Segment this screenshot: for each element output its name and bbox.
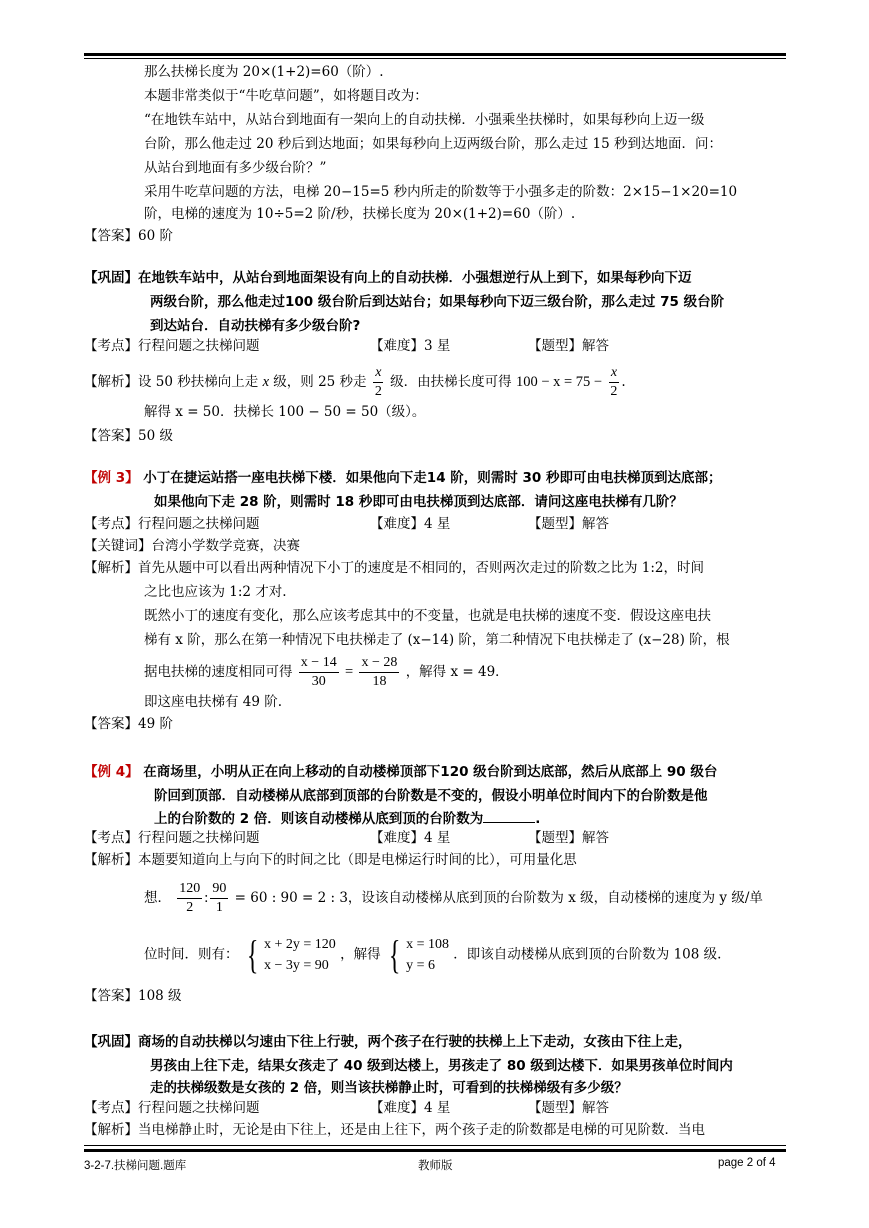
difficulty-value: 4 星 xyxy=(424,516,451,532)
question-text: 在商场里，小明从正在向上移动的自动楼梯顶部下120 级台阶到达底部，然后从底部上 90 级台 xyxy=(143,764,718,780)
equation: 100 − x = 75 − xyxy=(515,374,603,390)
example-question-line xyxy=(84,468,721,488)
footer-edition: 教师版 xyxy=(418,1160,453,1172)
kaodian-label: 【考点】 xyxy=(84,830,138,846)
meta-row xyxy=(84,336,260,356)
type-label: 【题型】 xyxy=(528,830,582,846)
question-text: 在地铁车站中，从站台到地面架设有向上的自动扶梯．小强想逆行从上到下，如果每秒向下迈 xyxy=(138,270,692,286)
meta-row xyxy=(84,828,260,848)
difficulty-label: 【难度】 xyxy=(370,516,424,532)
analysis-text: 级．由扶梯长度可得 xyxy=(390,374,512,390)
analysis-label: 【解析】 xyxy=(84,560,138,576)
analysis-text: = 60 : 90 = 2 : 3，设该自动楼梯从底到顶的台阶数为 x 级，自动楼梯的速度为 y 级/单 xyxy=(234,890,763,906)
answer-row xyxy=(84,426,173,446)
fraction: $\frac{x}{2}$ xyxy=(610,365,618,399)
footer-doc-name: 3-2-7.扶梯问题.题库 xyxy=(84,1160,187,1172)
analysis-text: 既然小丁的速度有变化，那么应该考虑其中的不变量，也就是电扶梯的速度不变．假设这座电扶 xyxy=(144,608,711,624)
question-text: 商场的自动扶梯以匀速由下往上行驶，两个孩子在行驶的扶梯上上下走动，女孩由下往上走， xyxy=(138,1034,692,1050)
difficulty-value: 4 星 xyxy=(424,830,451,846)
consolidate-label: 【巩固】 xyxy=(84,1034,138,1050)
analysis-equation-line: 想． $\frac{120}{2}$ : $\frac{90}{1}$ = 60 : 90 = 2 : 3，设该自动楼梯从底到顶的台阶数为 x 级，自动楼梯的速度为 y 级/单 xyxy=(144,881,763,915)
footer-page-number: page 2 of 4 xyxy=(718,1157,776,1169)
keyword-row xyxy=(84,536,300,556)
type-value: 解答 xyxy=(582,338,609,354)
analysis-text: 想． xyxy=(144,890,171,906)
fraction: $\frac{x}{2}$ xyxy=(374,365,382,399)
equation-system: { x = 108 y = 6 xyxy=(388,932,449,977)
fraction: $\frac{90}{1}$ xyxy=(212,881,227,915)
answer-text: 50 级 xyxy=(138,428,173,444)
difficulty-value: 3 星 xyxy=(424,338,451,354)
analysis-text: 解得 x = 50．扶梯长 100 − 50 = 50（级）。 xyxy=(144,404,426,420)
example-question-line xyxy=(84,762,717,782)
meta-row xyxy=(84,514,260,534)
difficulty xyxy=(370,1098,450,1118)
keyword-label: 【关键词】 xyxy=(84,538,152,554)
consolidate-question-line xyxy=(84,268,692,288)
question-text: 走的扶梯级数是女孩的 2 倍，则当该扶梯静止时，可看到的扶梯梯级有多少级？ xyxy=(150,1080,628,1096)
answer-text: 49 阶 xyxy=(138,716,173,732)
analysis-text: 梯有 x 阶，那么在第一种情况下电扶梯走了 (x−14) 阶，第二种情况下电扶梯走了 (x−28) 阶，根 xyxy=(144,632,730,648)
topic-text: 行程问题之扶梯问题 xyxy=(138,338,260,354)
consolidate-label: 【巩固】 xyxy=(84,270,138,286)
analysis-label: 【解析】 xyxy=(84,852,138,868)
kaodian-label: 【考点】 xyxy=(84,338,138,354)
type-value: 解答 xyxy=(582,830,609,846)
question-type xyxy=(528,828,609,848)
intro-line: 阶，电梯的速度为 10÷5=2 阶/秒，扶梯长度为 20×(1+2)=60（阶）. xyxy=(144,206,576,222)
question-line-with-blank: 上的台阶数的 2 倍．则该自动楼梯从底到顶的台阶数为 . xyxy=(154,808,540,829)
type-value: 解答 xyxy=(582,516,609,532)
header-rule-thin xyxy=(84,58,786,59)
intro-line: “在地铁车站中，从站台到地面有一架向上的自动扶梯．小强乘坐扶梯时，如果每秒向上迈一级 xyxy=(144,112,705,128)
analysis-text: 首先从题中可以看出两种情况下小丁的速度是不相同的，否则两次走过的阶数之比为 1:2，时间 xyxy=(138,560,705,576)
difficulty xyxy=(370,514,450,534)
question-text: 到达站台．自动扶梯有多少级台阶? xyxy=(150,318,361,334)
analysis-text: ，解得 x = 49． xyxy=(405,664,509,680)
var-x: x xyxy=(262,374,269,390)
answer-label: 【答案】 xyxy=(84,988,138,1004)
difficulty xyxy=(370,336,450,356)
analysis-row xyxy=(84,850,577,870)
analysis-text: 级，则 25 秒走 xyxy=(273,374,367,390)
intro-line: 采用牛吃草问题的方法，电梯 20−15=5 秒内所走的阶数等于小强多走的阶数：2×15−1×20=10 xyxy=(144,184,738,200)
topic-text: 行程问题之扶梯问题 xyxy=(138,830,260,846)
analysis-text: 当电梯静止时，无论是由下往上，还是由上往下，两个孩子走的阶数都是电梯的可见阶数．当电 xyxy=(138,1122,705,1138)
fraction: $\frac{x - 28}{18}$ xyxy=(361,655,398,689)
analysis-text: 位时间．则有： xyxy=(144,946,239,963)
intro-line: 从站台到地面有多少级台阶？” xyxy=(144,160,327,176)
difficulty-label: 【难度】 xyxy=(370,1100,424,1116)
question-text: 两级台阶，那么他走过100 级台阶后到达站台；如果每秒向下迈三级台阶，那么走过 75 级台阶 xyxy=(150,294,725,310)
question-text: 如果他向下走 28 阶，则需时 18 秒即可由电扶梯顶到达底部．请问这座电扶梯有几阶？ xyxy=(154,494,683,510)
intro-line: 台阶，那么他走过 20 秒后到达地面；如果每秒向上迈两级台阶，那么走过 15 秒到达地面．问： xyxy=(144,136,723,152)
type-value: 解答 xyxy=(582,1100,609,1116)
topic-text: 行程问题之扶梯问题 xyxy=(138,1100,260,1116)
difficulty-label: 【难度】 xyxy=(370,338,424,354)
meta-row xyxy=(84,1098,260,1118)
intro-line: 那么扶梯长度为 20×(1+2)=60（阶）. xyxy=(144,64,384,80)
question-type xyxy=(528,1098,609,1118)
analysis-label: 【解析】 xyxy=(84,374,138,390)
type-label: 【题型】 xyxy=(528,338,582,354)
analysis-row xyxy=(84,1120,705,1140)
question-text: 小丁在捷运站搭一座电扶梯下楼．如果他向下走14 阶，则需时 30 秒即可由电扶梯顶到达底部； xyxy=(143,470,722,486)
analysis-row xyxy=(84,558,704,578)
answer-text: 60 阶 xyxy=(138,228,173,244)
analysis-text: 本题要知道向上与向下的时间之比（即是电梯运行时间的比），可用量化思 xyxy=(138,852,577,868)
answer-row xyxy=(84,226,173,246)
keyword-text: 台湾小学数学竞赛，决赛 xyxy=(151,538,300,554)
fraction: $\frac{x - 14}{30}$ xyxy=(300,655,337,689)
analysis-text: 即这座电扶梯有 49 阶. xyxy=(144,694,283,710)
difficulty-value: 4 星 xyxy=(424,1100,451,1116)
analysis-text: ，解得 xyxy=(340,946,381,963)
type-label: 【题型】 xyxy=(528,1100,582,1116)
difficulty-label: 【难度】 xyxy=(370,830,424,846)
answer-label: 【答案】 xyxy=(84,228,138,244)
example-label: 【例 3】 xyxy=(84,470,139,486)
analysis-text: 设 50 秒扶梯向上走 xyxy=(138,374,259,390)
intro-line: 本题非常类似于“牛吃草问题”，如将题目改为： xyxy=(144,88,428,104)
equation-system: { x + 2y = 120 x − 3y = 90 xyxy=(246,932,336,977)
analysis-label: 【解析】 xyxy=(84,1122,138,1138)
answer-label: 【答案】 xyxy=(84,428,138,444)
analysis-text: ．即该自动楼梯从底到顶的台阶数为 108 级. xyxy=(453,946,722,963)
footer-rule-thick xyxy=(84,1149,786,1152)
question-text: 阶回到顶部．自动楼梯从底部到顶部的台阶数是不变的，假设小明单位时间内下的台阶数是他 xyxy=(154,788,708,804)
question-text: 男孩由上往下走，结果女孩走了 40 级到达楼上，男孩走了 80 级到达楼下．如果男孩单位时间内 xyxy=(150,1058,733,1074)
answer-row xyxy=(84,986,182,1006)
difficulty xyxy=(370,828,450,848)
answer-row xyxy=(84,714,173,734)
analysis-equation-line: 据电扶梯的速度相同可得 $\frac{x - 14}{30}$ = $\frac{x - 28}{18}$ ，解得 x = 49． xyxy=(144,655,509,689)
header-rule-thick xyxy=(84,53,786,56)
question-text: 上的台阶数的 2 倍．则该自动楼梯从底到顶的台阶数为 xyxy=(154,811,484,827)
answer-text: 108 级 xyxy=(138,988,182,1004)
answer-blank[interactable] xyxy=(483,808,535,823)
analysis-row: 【解析】设 50 秒扶梯向上走 x 级，则 25 秒走 $\frac{x}{2}$ 级．由扶梯长度可得 100 − x = 75 − $\frac{x}{2}$ . xyxy=(84,365,626,399)
kaodian-label: 【考点】 xyxy=(84,1100,138,1116)
question-type xyxy=(528,336,609,356)
analysis-text: 之比也应该为 1:2 才对. xyxy=(144,584,287,600)
analysis-system-line xyxy=(144,934,721,976)
fraction: $\frac{120}{2}$ xyxy=(179,881,201,915)
footer-rule-thin xyxy=(84,1145,786,1146)
kaodian-label: 【考点】 xyxy=(84,516,138,532)
topic-text: 行程问题之扶梯问题 xyxy=(138,516,260,532)
consolidate-question-line xyxy=(84,1032,692,1052)
question-type xyxy=(528,514,609,534)
type-label: 【题型】 xyxy=(528,516,582,532)
analysis-text: 据电扶梯的速度相同可得 xyxy=(144,664,293,680)
answer-label: 【答案】 xyxy=(84,716,138,732)
example-label: 【例 4】 xyxy=(84,764,139,780)
